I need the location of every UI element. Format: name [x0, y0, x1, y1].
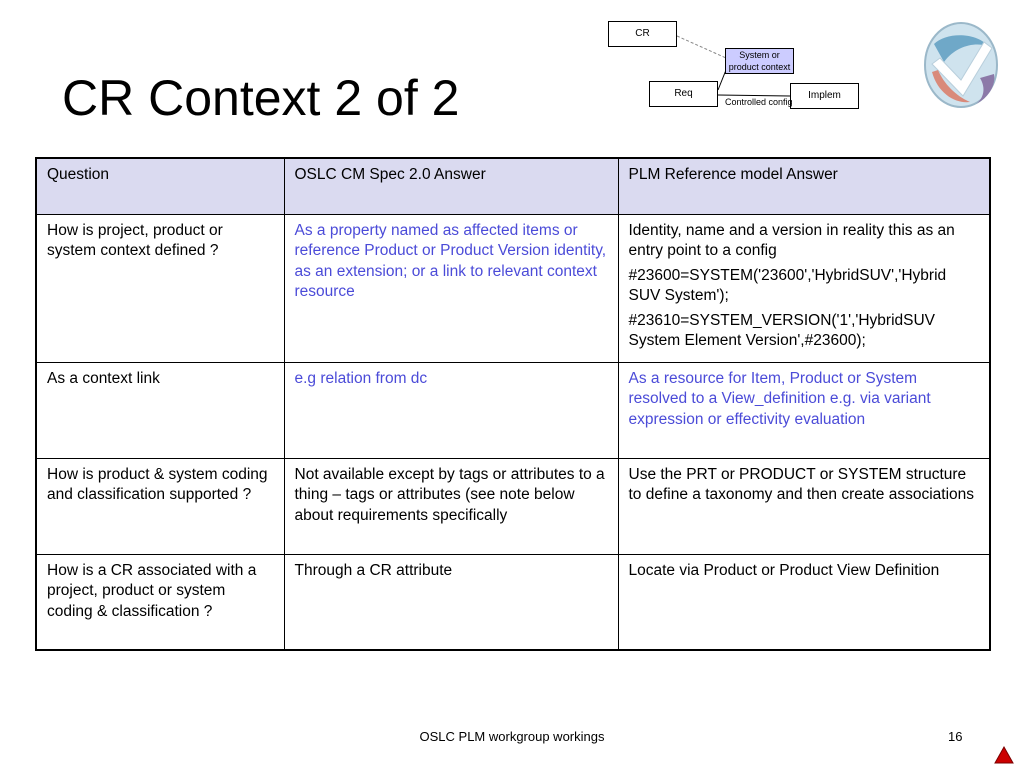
plm-answer-cell: As a resource for Item, Product or System resolved to a View_definition e.g. via variant expression or effectivity evaluation — [618, 362, 990, 458]
implem-box-label: Implem — [808, 90, 841, 101]
plm-answer-paragraph: Identity, name and a version in reality this as an entry point to a config — [628, 221, 955, 259]
req-to-implem-line — [718, 95, 790, 96]
req-box-label: Req — [674, 88, 693, 99]
cr-box — [608, 21, 677, 47]
controlled-config-label: Controlled config — [725, 97, 793, 107]
req-box — [649, 81, 718, 107]
plm-answer-cell — [618, 214, 990, 362]
next-slide-triangle-icon[interactable] — [994, 746, 1014, 764]
question-cell: How is a CR associated with a project, product or system coding & classification ? — [36, 554, 284, 650]
oslc-answer-cell: As a property named as affected items or reference Product or Product Version identity, as an extension; or a link to relevant context resource — [284, 214, 618, 362]
table-header-row — [36, 158, 990, 214]
table-row — [36, 554, 990, 650]
oslc-logo-icon — [920, 18, 1002, 112]
header-plm-answer: PLM Reference model Answer — [618, 158, 990, 214]
slide-footer: OSLC PLM workgroup workings — [419, 729, 605, 744]
plm-answer-paragraph: #23610=SYSTEM_VERSION('1','HybridSUV System Element Version',#23600); — [628, 311, 936, 349]
comparison-table — [35, 157, 991, 651]
question-cell: How is product & system coding and classification supported ? — [36, 458, 284, 554]
table-row — [36, 458, 990, 554]
question-cell: As a context link — [36, 362, 284, 458]
oslc-answer-cell: Not available except by tags or attributes to a thing – tags or attributes (see note below about requirements specifically — [284, 458, 618, 554]
cr-to-system-line — [677, 36, 726, 58]
slide-title: CR Context 2 of 2 — [62, 70, 460, 126]
context-diagram — [600, 14, 870, 114]
table-row — [36, 214, 990, 362]
question-cell: How is project, product or system context defined ? — [36, 214, 284, 362]
system-context-box — [725, 48, 794, 74]
oslc-answer-cell: e.g relation from dc — [284, 362, 618, 458]
oslc-answer-cell: Through a CR attribute — [284, 554, 618, 650]
plm-answer-paragraph: #23600=SYSTEM('23600','HybridSUV','Hybrid SUV System'); — [628, 266, 947, 304]
implem-box — [790, 83, 859, 109]
table-row — [36, 362, 990, 458]
system-context-label: System or product context — [728, 50, 791, 72]
cr-box-label: CR — [635, 28, 650, 39]
header-oslc-answer: OSLC CM Spec 2.0 Answer — [284, 158, 618, 214]
page-number: 16 — [948, 729, 963, 744]
header-question: Question — [36, 158, 284, 214]
plm-answer-cell: Locate via Product or Product View Definition — [618, 554, 990, 650]
plm-answer-cell: Use the PRT or PRODUCT or SYSTEM structure to define a taxonomy and then create associations — [618, 458, 990, 554]
